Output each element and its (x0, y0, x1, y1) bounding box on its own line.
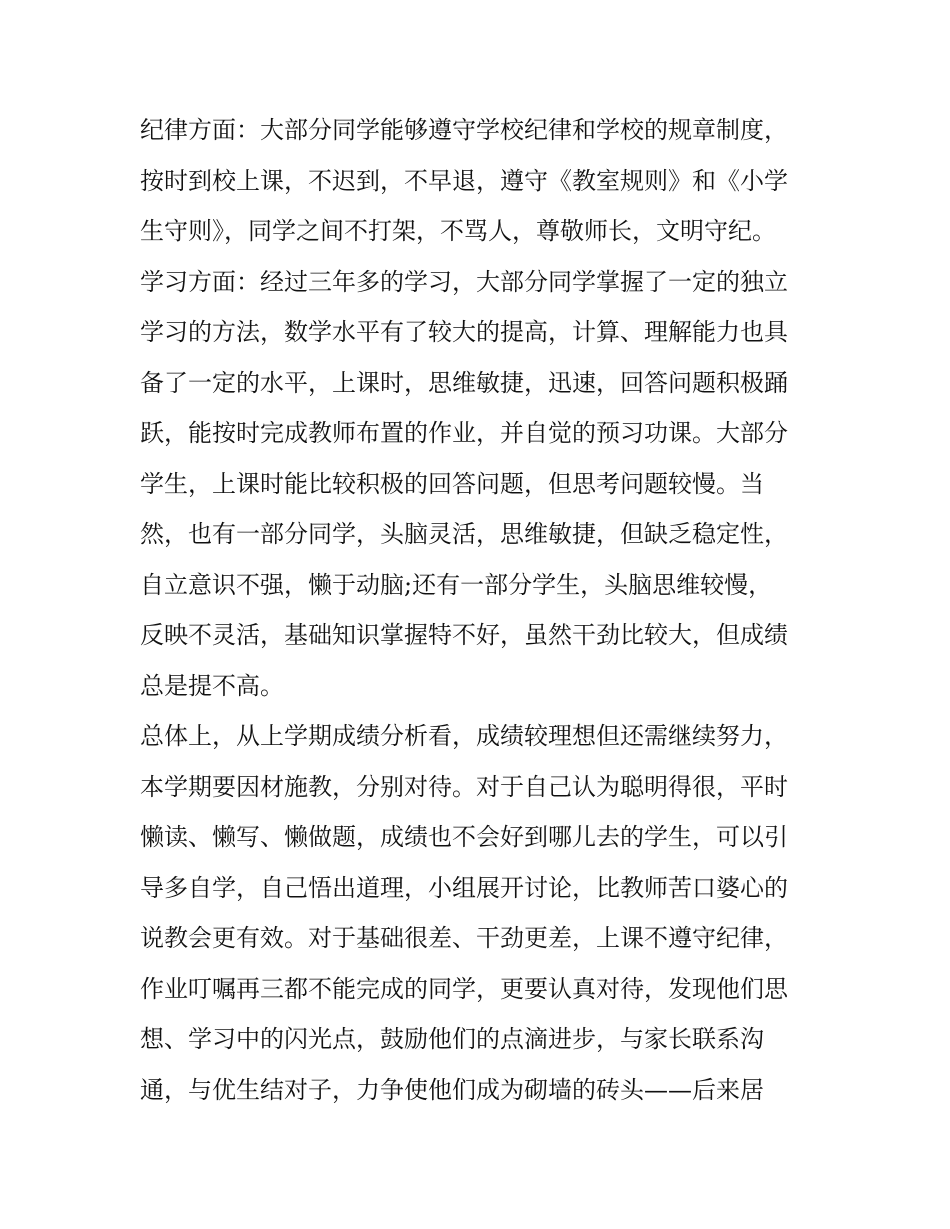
text-line: 说教会更有效。对于基础很差、干劲更差，上课不遵守纪律， (140, 924, 788, 952)
text-line: 想、学习中的闪光点，鼓励他们的点滴进步，与家长联系沟 (140, 1025, 764, 1053)
text-line: 跃，能按时完成教师布置的作业，并自觉的预习功课。大部分 (140, 419, 788, 447)
text-line: 总体上，从上学期成绩分析看，成绩较理想但还需继续努力， (140, 722, 788, 750)
text-line: 然，也有一部分同学，头脑灵活，思维敏捷，但缺乏稳定性， (140, 520, 788, 548)
text-line: 学习方面：经过三年多的学习，大部分同学掌握了一定的独立 (140, 268, 788, 296)
text-line: 备了一定的水平，上课时，思维敏捷，迅速，回答问题积极踊 (140, 369, 788, 397)
text-line: 导多自学，自己悟出道理，小组展开讨论，比教师苦口婆心的 (140, 874, 788, 902)
text-line: 反映不灵活，基础知识掌握特不好，虽然干劲比较大，但成绩 (140, 621, 788, 649)
text-line: 按时到校上课，不迟到，不早退，遵守《教室规则》和《小学 (140, 167, 788, 195)
text-line: 学生，上课时能比较积极的回答问题，但思考问题较慢。当 (140, 470, 764, 498)
text-line: 生守则》，同学之间不打架，不骂人，尊敬师长，文明守纪。 (140, 217, 776, 245)
text-line: 学习的方法，数学水平有了较大的提高，计算、理解能力也具 (140, 318, 788, 346)
text-line: 纪律方面：大部分同学能够遵守学校纪律和学校的规章制度， (140, 116, 788, 144)
text-line: 总是提不高。 (140, 672, 284, 700)
text-line: 作业叮嘱再三都不能完成的同学，更要认真对待，发现他们思 (140, 975, 788, 1003)
text-line: 自立意识不强，懒于动脑;还有一部分学生，头脑思维较慢， (140, 571, 773, 599)
text-line: 本学期要因材施教，分别对待。对于自己认为聪明得很，平时 (140, 773, 788, 801)
text-line: 通，与优生结对子，力争使他们成为砌墙的砖头——后来居 (140, 1076, 764, 1104)
text-line: 懒读、懒写、懒做题，成绩也不会好到哪儿去的学生，可以引 (140, 823, 788, 851)
